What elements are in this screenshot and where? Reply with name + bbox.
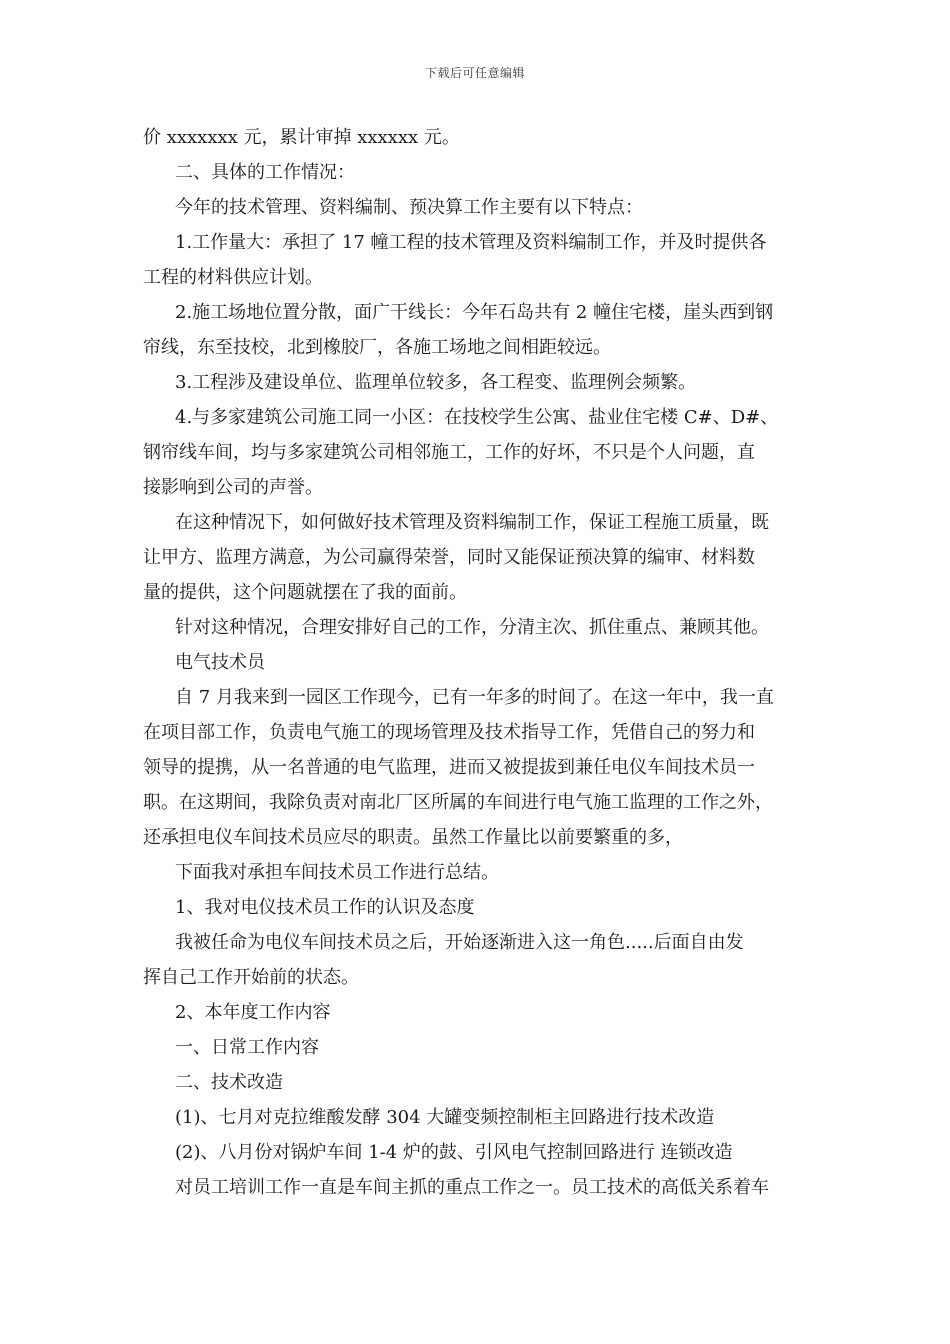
text-line: 1.工作量大：承担了 17 幢工程的技术管理及资料编制工作，并及时提供各 [175,232,767,253]
text-line: 下面我对承担车间技术员工作进行总结。 [175,862,499,883]
text-line: 接影响到公司的声誉。 [143,477,323,498]
text-line: 价 xxxxxxx 元，累计审掉 xxxxxx 元。 [143,127,460,148]
text-line: 针对这种情况，合理安排好自己的工作，分清主次、抓住重点、兼顾其他。 [175,617,769,638]
text-line: 二、具体的工作情况： [175,162,355,183]
text-line: 还承担电仪车间技术员应尽的职责。虽然工作量比以前要繁重的多， [143,827,683,848]
text-line: (1)、七月对克拉维酸发酵 304 大罐变频控制柜主回路进行技术改造 [175,1107,715,1128]
text-line: 工程的材料供应计划。 [143,267,323,288]
text-line: 我被任命为电仪车间技术员之后，开始逐渐进入这一角色.....后面自由发 [175,932,744,953]
text-line: 量的提供，这个问题就摆在了我的面前。 [143,582,467,603]
text-line: 在这种情况下，如何做好技术管理及资料编制工作，保证工程施工质量，既 [175,512,769,533]
text-line: 挥自己工作开始前的状态。 [143,967,359,988]
text-line: 3.工程涉及建设单位、监理单位较多，各工程变、监理例会频繁。 [175,372,697,393]
text-line: 让甲方、监理方满意，为公司赢得荣誉，同时又能保证预决算的编审、材料数 [143,547,755,568]
text-line: 职。在这期间，我除负责对南北厂区所属的车间进行电气施工监理的工作之外， [143,792,773,813]
text-line: 帘线，东至技校，北到橡胶厂，各施工场地之间相距较远。 [143,337,611,358]
text-line: 领导的提携，从一名普通的电气监理，进而又被提拔到兼任电仪车间技术员一 [143,757,755,778]
text-line: 钢帘线车间，均与多家建筑公司相邻施工，工作的好坏，不只是个人问题，直 [143,442,755,463]
text-line: 1、我对电仪技术员工作的认识及态度 [175,897,475,918]
text-line: 2.施工场地位置分散，面广干线长：今年石岛共有 2 幢住宅楼，崖头西到钢 [175,302,774,323]
text-line: 对员工培训工作一直是车间主抓的重点工作之一。员工技术的高低关系着车 [175,1177,769,1198]
text-line: 自 7 月我来到一园区工作现今，已有一年多的时间了。在这一年中，我一直 [175,687,774,708]
text-line: 2、本年度工作内容 [175,1002,331,1023]
document-body [143,120,811,1205]
text-line: 今年的技术管理、资料编制、预决算工作主要有以下特点： [175,197,643,218]
text-line: (2)、八月份对锅炉车间 1-4 炉的鼓、引风电气控制回路进行 连锁改造 [175,1142,733,1163]
text-line: 二、技术改造 [175,1072,283,1093]
page-header: 下载后可任意编辑 [424,66,525,80]
text-line: 在项目部工作，负责电气施工的现场管理及技术指导工作，凭借自己的努力和 [143,722,755,743]
text-line: 一、日常工作内容 [175,1037,319,1058]
text-line: 4.与多家建筑公司施工同一小区：在技校学生公寓、盐业住宅楼 C#、D#、 [175,407,779,428]
text-line: 电气技术员 [175,652,265,673]
